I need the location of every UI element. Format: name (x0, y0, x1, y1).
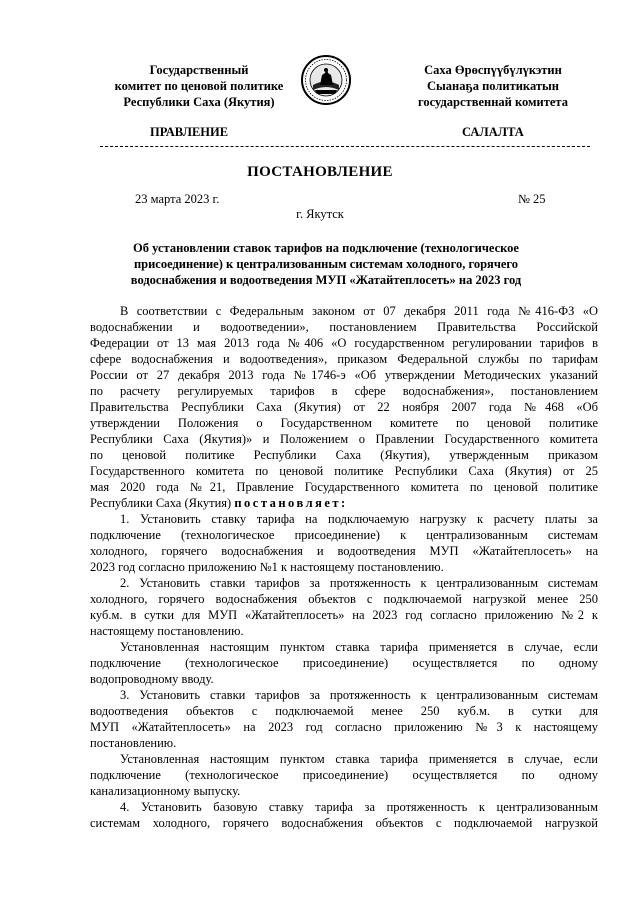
body-line-prefix: Республики Саха (Якутия) (90, 496, 235, 510)
header-divider (100, 146, 590, 147)
body-line: МУП «Жатайтеплосеть» на 2023 год согласно приложению №3 к настоящему (90, 720, 598, 734)
header-right-sakha (398, 62, 588, 110)
body-line: по ценовой политике Республики Саха (Якутия), утвержденным приказом (90, 448, 598, 462)
body-line: водоотведения объектов с подключаемой менее 250 куб.м. в сутки для (90, 704, 598, 718)
body-line: настоящему постановлению. (90, 624, 244, 638)
body-line: 2023 год согласно приложению №1 к настоящему постановлению. (90, 560, 444, 574)
header-left-line: Республики Саха (Якутия) (123, 95, 275, 109)
document-number: № 25 (518, 192, 546, 206)
body-line: утверждении Положения о Государственном комитете по ценовой политике (90, 416, 598, 430)
document-subject (110, 240, 542, 288)
body-line: системам холодного, горячего водоснабжения объектов с подключаемой нагрузкой (90, 816, 598, 830)
coat-of-arms-icon (300, 54, 352, 106)
body-line: Республики Саха (Якутия)» и Положением о Правлении Государственного комитета (90, 432, 598, 446)
body-line: Установленная настоящим пунктом ставка тарифа применяется в случае, если (120, 640, 598, 654)
header-left-line: Государственный (149, 63, 249, 77)
body-line: по расчету регулируемых тарифов в сфере водоснабжения», постановлением (90, 384, 598, 398)
document-date: 23 марта 2023 г. (135, 192, 220, 206)
body-line: Установленная настоящим пунктом ставка тарифа применяется в случае, если (120, 752, 598, 766)
subject-line: водоснабжения и водоотведения МУП «Жатайтеплосеть» на 2023 год (130, 273, 522, 287)
body-line: сфере водоснабжения и водоотведения», приказом Федеральной службы по тарифам (90, 352, 598, 366)
body-line: Правительства Республики Саха (Якутия) от 22 ноября 2007 года №468 «Об (90, 400, 598, 414)
body-line: холодного, горячего водоснабжения объектов с подключаемой нагрузкой менее 250 (90, 592, 598, 606)
subject-line: присоединение) к централизованным системам холодного, горячего (133, 257, 519, 271)
body-line: 1. Установить ставку тарифа на подключаемую нагрузку к расчету платы за (120, 512, 598, 526)
body-line: Федерации от 13 мая 2013 года №406 «О государственном регулировании тарифов в (90, 336, 598, 350)
body-line: 3. Установить ставки тарифов за протяженность к централизованным системам (120, 688, 598, 702)
body-line: водопроводному вводу. (90, 672, 214, 686)
header-left-ru (104, 62, 294, 110)
header-right-line: государственнай комитета (418, 95, 568, 109)
body-line: 4. Установить базовую ставку тарифа за протяженность к централизованным (120, 800, 598, 814)
body-line: 2. Установить ставки тарифов за протяженность к централизованным системам (120, 576, 598, 590)
body-line (90, 495, 598, 511)
header-right-line: Сыанаҕа политикатын (427, 79, 559, 93)
body-line: подключение (технологическое присоединение) осуществляется по одному (90, 768, 598, 782)
body-line: Государственного комитета по ценовой политике Республики Саха (Якутия) от 25 (90, 464, 598, 478)
document-title: ПОСТАНОВЛЕНИЕ (247, 164, 393, 180)
body-line: подключение (технологическое присоединение) осуществляется по одному (90, 656, 598, 670)
body-line: холодного, горячего водоснабжения и водоотведения МУП «Жатайтеплосеть» на (90, 544, 598, 558)
body-line: водоснабжении и водоотведении», постановлением Правительства Российской (90, 320, 598, 334)
resolves-word: постановляет: (234, 496, 348, 510)
board-label-ru: ПРАВЛЕНИЕ (150, 125, 229, 139)
document-city: г. Якутск (296, 207, 344, 221)
body-line: канализационному выпуску. (90, 784, 241, 798)
body-line: постановлению. (90, 736, 177, 750)
header-right-line: Саха Өрөспүүбүлүкэтин (424, 63, 562, 77)
subject-line: Об установлении ставок тарифов на подключение (технологическое (133, 241, 519, 255)
body-line: подключение (технологическое присоединение) к централизованным системам (90, 528, 598, 542)
body-line: мая 2020 года №21, Правление Государственного комитета по ценовой политике (90, 480, 598, 494)
body-line: В соответствии с Федеральным законом от 07 декабря 2011 года №416-ФЗ «О (120, 304, 598, 318)
board-label-sakha: САЛАЛТА (462, 125, 524, 139)
header-left-line: комитет по ценовой политике (114, 79, 284, 93)
body-line: куб.м. в сутки для МУП «Жатайтеплосеть» на 2023 год согласно приложению №2 к (90, 608, 598, 622)
document-body (90, 303, 598, 831)
body-line: России от 27 декабря 2013 года №1746-э «Об утверждении Методических указаний (90, 368, 598, 382)
